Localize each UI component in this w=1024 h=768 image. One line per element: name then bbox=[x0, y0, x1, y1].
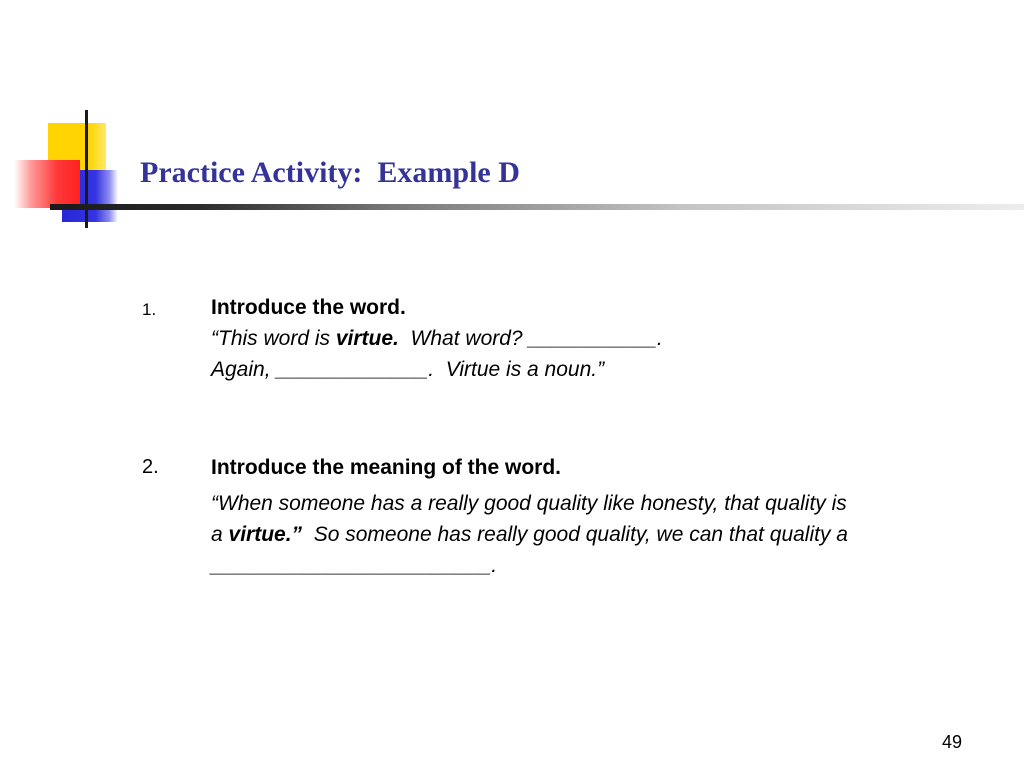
item-2-line-2-pre: a bbox=[211, 523, 229, 546]
item-1-line-1-bold: virtue. bbox=[335, 327, 399, 350]
item-2-line-2-post: So someone has really good quality, we can that quality a bbox=[302, 523, 848, 546]
item-1-line-2: Again, _____________. Virtue is a noun.” bbox=[211, 358, 605, 381]
item-1-line-1-post: What word? ___________. bbox=[398, 327, 663, 350]
item-2-number: 2. bbox=[142, 456, 159, 478]
item-1-number: 1. bbox=[142, 300, 157, 319]
item-2-line-2-bold: virtue.” bbox=[228, 523, 303, 546]
vertical-rule-decoration bbox=[85, 110, 88, 228]
item-1-line-1-pre: “This word is bbox=[211, 327, 336, 350]
item-1-heading: Introduce the word. bbox=[211, 296, 406, 319]
item-2-line-3: ________________________. bbox=[211, 554, 498, 577]
item-2-heading: Introduce the meaning of the word. bbox=[211, 456, 562, 479]
slide-title: Practice Activity: Example D bbox=[140, 156, 520, 189]
item-1-line-1 bbox=[211, 326, 663, 352]
item-2-line-2 bbox=[211, 522, 848, 548]
title-underline-rule bbox=[50, 204, 1024, 210]
page-number: 49 bbox=[941, 732, 962, 752]
red-block-decoration bbox=[14, 160, 80, 208]
item-2-line-1: “When someone has a really good quality like honesty, that quality is bbox=[211, 492, 847, 515]
